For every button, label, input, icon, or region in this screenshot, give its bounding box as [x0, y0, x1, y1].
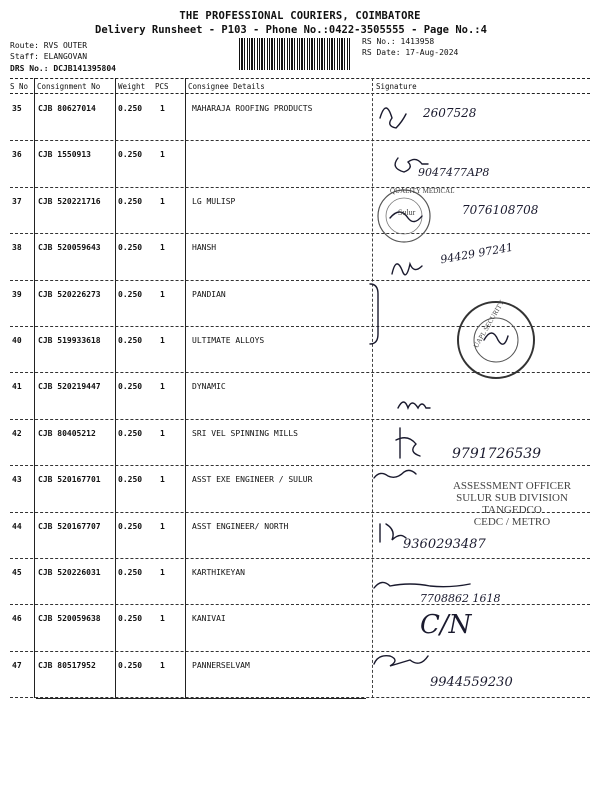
row-sno: 45	[12, 568, 22, 577]
row-pcs: 1	[160, 660, 165, 670]
signature-45	[374, 582, 470, 588]
row-sno: 35	[12, 104, 22, 113]
row-weight: 0.250	[118, 104, 143, 113]
row-pcs: 1	[160, 568, 165, 577]
row-consignee: ASST ENGINEER/ NORTH	[192, 521, 289, 531]
row-consignee: PANDIAN	[192, 289, 226, 299]
col-header-signature: Signature	[376, 82, 417, 91]
row-sno: 38	[12, 243, 22, 253]
row-pcs: 1	[160, 104, 165, 113]
row-sno: 47	[12, 660, 22, 670]
row-sno: 41	[12, 382, 22, 392]
route: Route: RVS OUTER	[10, 41, 88, 50]
row-sno: 36	[12, 150, 22, 160]
signature-42	[396, 428, 420, 458]
row-consignee: DYNAMIC	[192, 382, 226, 392]
row-consignee: LG MULISP	[192, 196, 236, 206]
row-weight: 0.250	[118, 289, 143, 299]
row-weight: 0.250	[118, 475, 143, 485]
row-pcs: 1	[160, 196, 165, 206]
row-sno: 40	[12, 336, 22, 345]
row-pcs: 1	[160, 521, 165, 531]
handwritten-46: C/N	[420, 610, 472, 640]
row-consignment: CJB 80627014	[38, 104, 96, 113]
signature-35	[380, 108, 406, 128]
col-header-consignee: Consignee Details	[188, 82, 265, 91]
company-title: THE PROFESSIONAL COURIERS, COIMBATORE	[179, 10, 421, 22]
row-consignee: SRI VEL SPINNING MILLS	[192, 428, 298, 438]
row-consignment: CJB 520167701	[38, 475, 101, 485]
row-weight: 0.250	[118, 428, 143, 438]
row-pcs: 1	[160, 614, 165, 624]
row-consignee: ASST EXE ENGINEER / SULUR	[192, 475, 313, 485]
officer-line-3: TANGEDCO	[482, 504, 542, 516]
row-consignment: CJB 1550913	[38, 150, 91, 160]
officer-line-4: CEDC / METRO	[473, 516, 551, 528]
row-consignment: CJB 80405212	[38, 428, 96, 438]
col-header-consignment: Consignment No	[37, 82, 101, 91]
row-consignment: CJB 520221716	[38, 196, 101, 206]
col-header-pcs: PCS	[155, 82, 169, 91]
row-pcs: 1	[160, 336, 165, 345]
handwritten-45: 7708862 1618	[420, 592, 501, 605]
row-sno: 42	[12, 428, 22, 438]
row-consignment: CJB 520226273	[38, 289, 101, 299]
handwritten-37: 7076108708	[462, 203, 539, 217]
row-consignee: HANSH	[192, 243, 217, 253]
bottom-border	[36, 698, 366, 699]
handwritten-36: 9047477AP8	[418, 166, 490, 179]
row-sno: 44	[12, 521, 22, 531]
row-pcs: 1	[160, 382, 165, 392]
row-consignee: ULTIMATE ALLOYS	[192, 336, 265, 345]
row-sno: 37	[12, 196, 22, 206]
signature-38	[392, 264, 422, 275]
officer-line-1: ASSESSMENT OFFICER	[452, 480, 572, 492]
row-consignee: KANIVAI	[192, 614, 226, 624]
row-consignment: CJB 520059643	[38, 243, 101, 253]
row-weight: 0.250	[118, 521, 143, 531]
signature-43	[374, 470, 416, 478]
col-header-weight: Weight	[118, 82, 146, 91]
row-pcs: 1	[160, 150, 165, 160]
row-weight: 0.250	[118, 382, 143, 392]
row-weight: 0.250	[118, 150, 143, 160]
row-consignee: KARTHIKEYAN	[192, 568, 245, 577]
quality-stamp-label: QUALITY MEDICAL	[390, 187, 455, 195]
signature-47	[374, 656, 428, 666]
row-weight: 0.250	[118, 196, 143, 206]
handwritten-47: 9944559230	[430, 675, 513, 690]
officer-line-2: SULUR SUB DIVISION	[456, 492, 568, 504]
rs-number: RS No.: 1413958	[362, 37, 435, 46]
barcode	[239, 38, 351, 70]
drs-number: DRS No.: DCJB141395804	[10, 64, 116, 73]
row-weight: 0.250	[118, 614, 143, 624]
row-weight: 0.250	[118, 568, 143, 577]
row-sno: 46	[12, 614, 22, 624]
security-stamp-label: UAPL SECURITY	[472, 298, 506, 350]
handwritten-38: 94429 97241	[439, 240, 515, 267]
row-sno: 39	[12, 289, 22, 299]
row-consignment: CJB 519933618	[38, 336, 101, 345]
col-header-sno: S No	[10, 82, 29, 91]
row-weight: 0.250	[118, 660, 143, 670]
row-consignment: CJB 520219447	[38, 382, 101, 392]
row-pcs: 1	[160, 475, 165, 485]
row-pcs: 1	[160, 428, 165, 438]
staff: Staff: ELANGOVAN	[10, 52, 88, 61]
signature-41	[398, 402, 430, 408]
handwritten-42: 9791726539	[452, 446, 542, 462]
row-consignee: PANNERSELVAM	[192, 660, 250, 670]
row-consignment: CJB 520167707	[38, 521, 101, 531]
row-sno: 43	[12, 475, 22, 485]
assessment-officer-stamp	[432, 480, 592, 528]
row-consignment: CJB 80517952	[38, 660, 96, 670]
bracket-39	[370, 284, 378, 344]
handwritten-35: 2607528	[423, 106, 477, 120]
sulur-stamp-label: Sulur	[398, 208, 416, 217]
row-pcs: 1	[160, 289, 165, 299]
row-weight: 0.250	[118, 243, 143, 253]
row-consignment: CJB 520226031	[38, 568, 101, 577]
row-consignment: CJB 520059638	[38, 614, 101, 624]
rs-date: RS Date: 17-Aug-2024	[362, 48, 459, 57]
runsheet-subtitle: Delivery Runsheet - P103 - Phone No.:0422-3505555 - Page No.:4	[95, 24, 487, 36]
row-pcs: 1	[160, 243, 165, 253]
handwritten-44: 9360293487	[403, 537, 486, 552]
row-weight: 0.250	[118, 336, 143, 345]
row-consignee: MAHARAJA ROOFING PRODUCTS	[192, 104, 313, 113]
